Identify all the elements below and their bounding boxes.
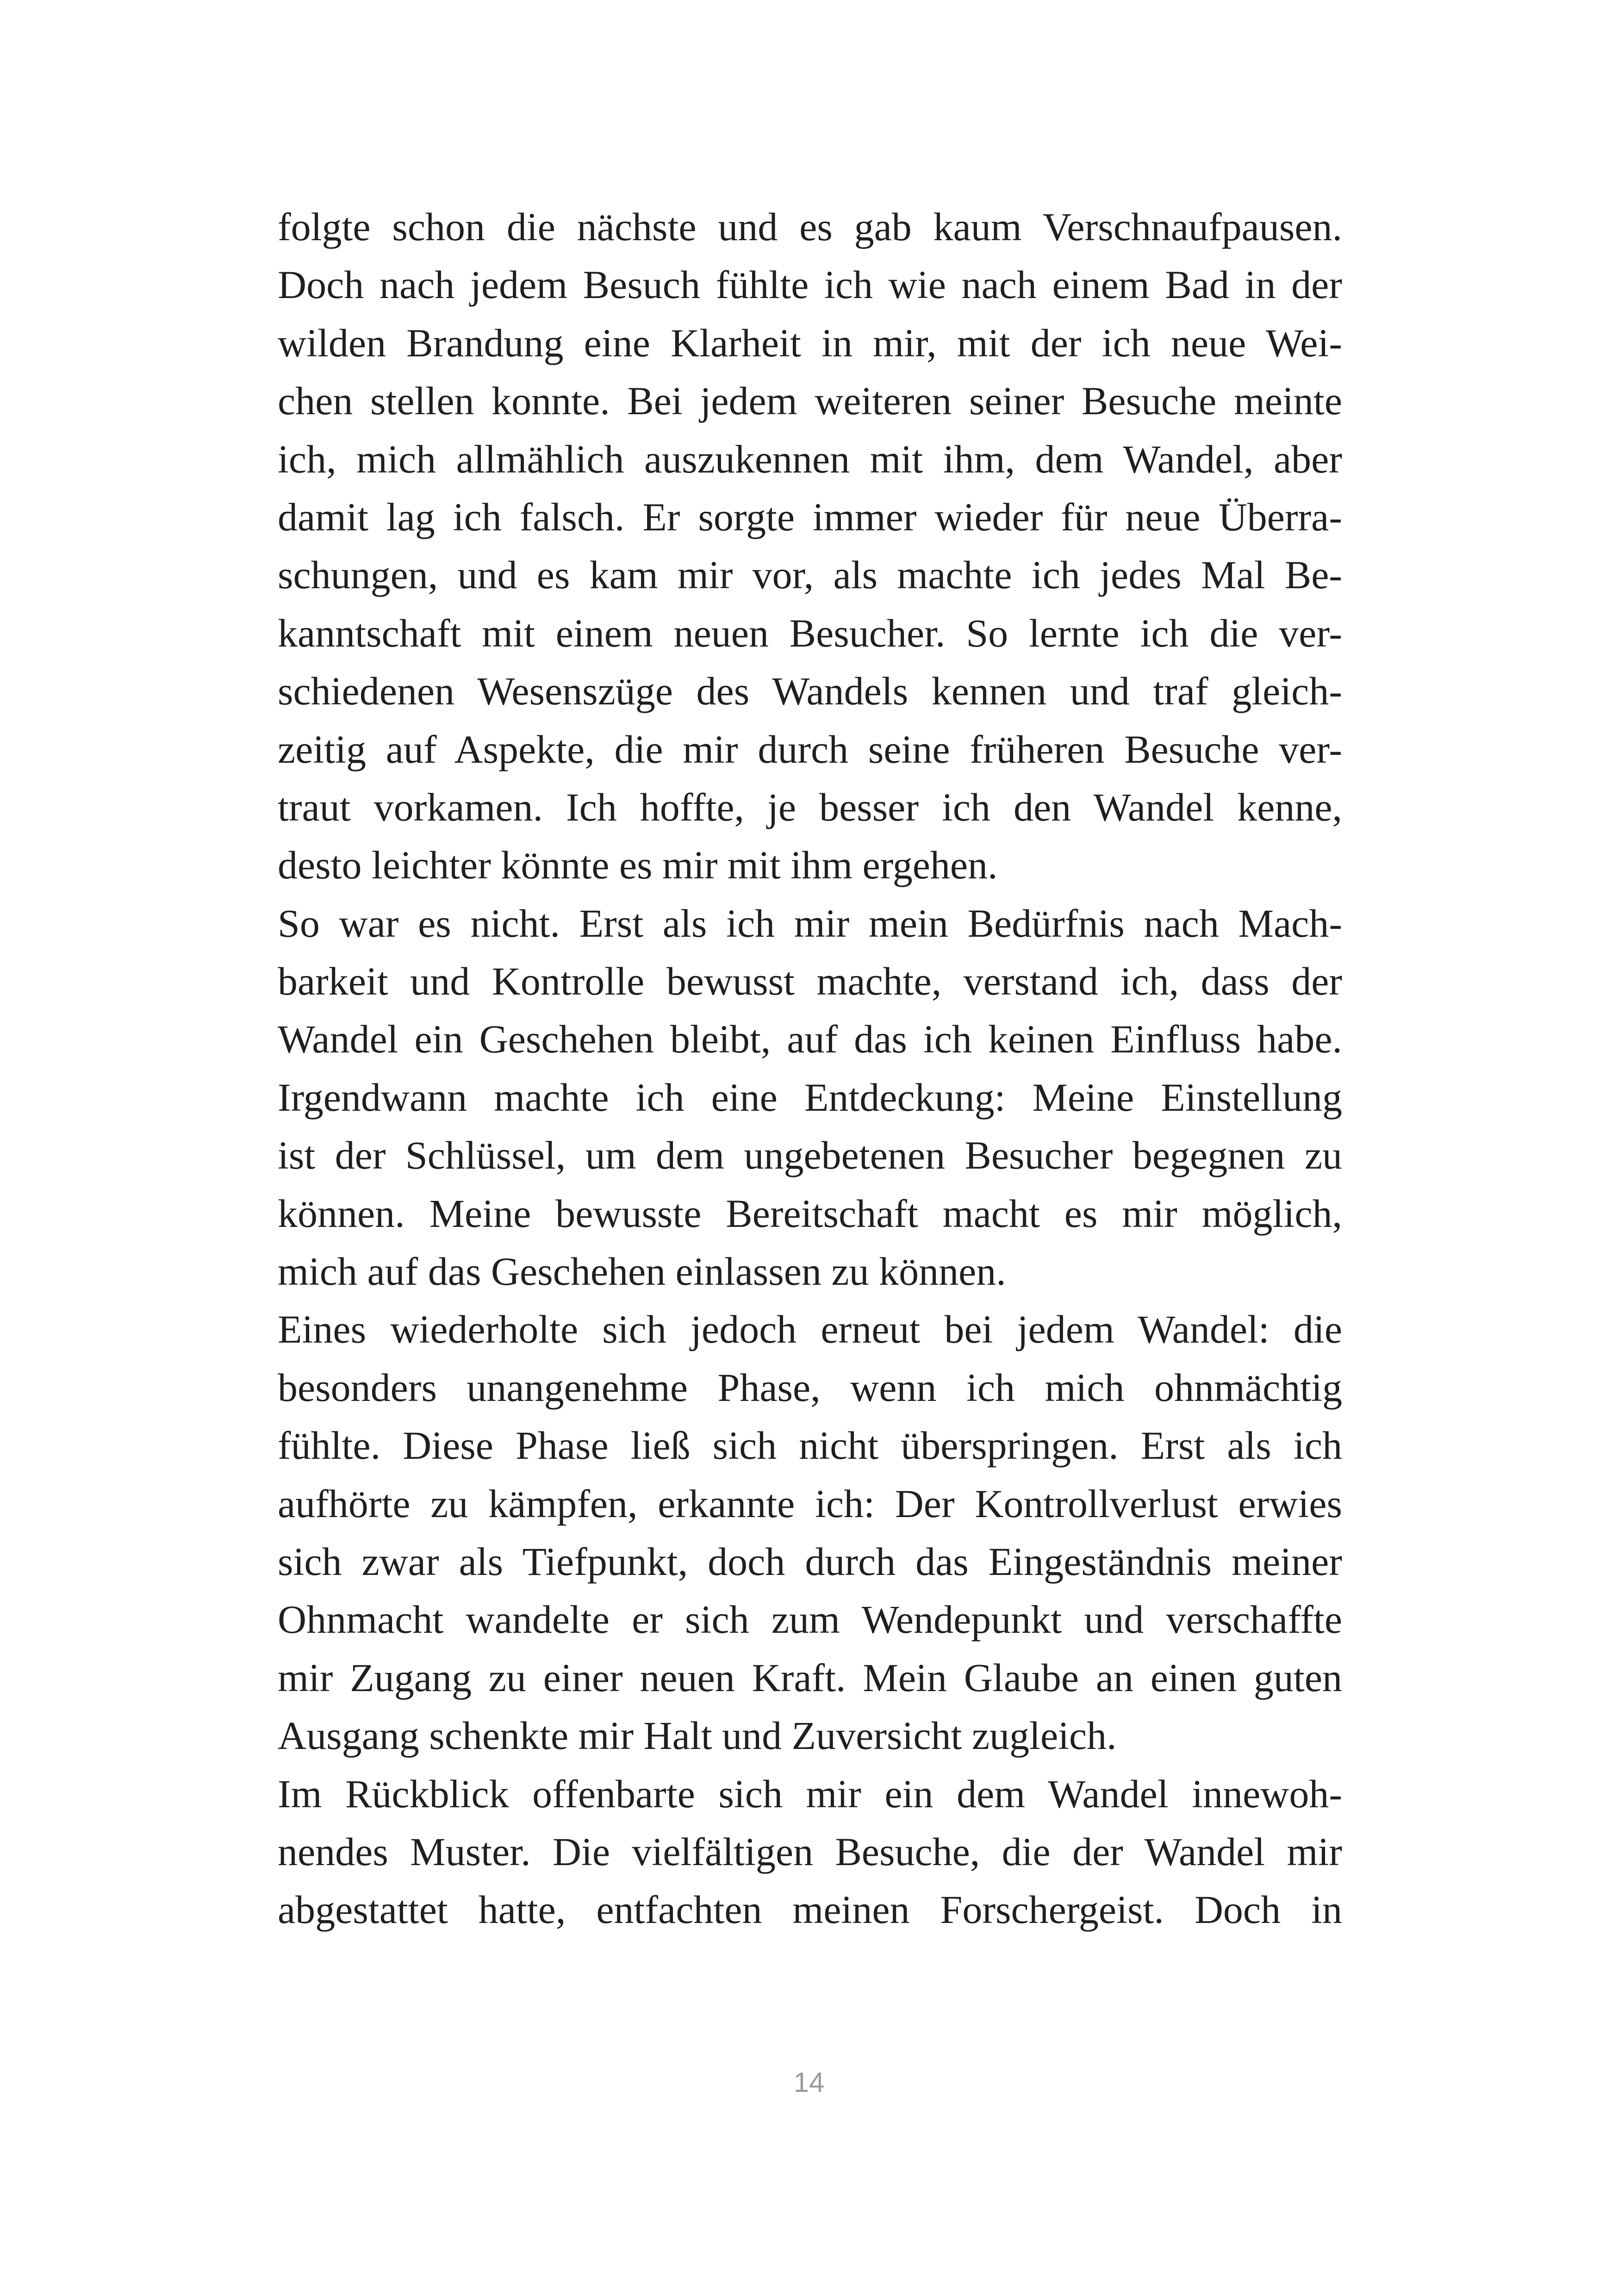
text-line: Doch nach jedem Besuch fühlte ich wie nach einem Bad in der (278, 262, 1342, 307)
text-line: schiedenen Wesenszüge des Wandels kennen und traf gleich- (278, 669, 1342, 714)
text-line: So war es nicht. Erst als ich mir mein Bedürfnis nach Mach- (278, 901, 1342, 946)
text-line: Im Rückblick offenbarte sich mir ein dem Wandel innewoh- (278, 1771, 1342, 1816)
text-line: wilden Brandung eine Klarheit in mir, mit der ich neue Wei- (278, 320, 1342, 365)
text-line: sich zwar als Tiefpunkt, doch durch das Eingeständnis meiner (278, 1539, 1342, 1584)
text-line: traut vorkamen. Ich hoffte, je besser ich den Wandel kenne, (278, 784, 1342, 829)
text-line: schungen, und es kam mir vor, als machte ich jedes Mal Be- (278, 553, 1342, 597)
text-line: barkeit und Kontrolle bewusst machte, verstand ich, dass der (278, 959, 1342, 1004)
text-line: ist der Schlüssel, um dem ungebetenen Besucher begegnen zu (278, 1133, 1342, 1178)
body-text (278, 198, 1342, 1939)
text-line: abgestattet hatte, entfachten meinen Forschergeist. Doch in (278, 1887, 1342, 1932)
text-line: Ohnmacht wandelte er sich zum Wendepunkt und verschaffte (278, 1597, 1342, 1642)
text-line-paragraph-end: desto leichter könnte es mir mit ihm ergehen. (278, 843, 998, 888)
page-number: 14 (793, 2067, 825, 2098)
text-line: Wandel ein Geschehen bleibt, auf das ich keinen Einfluss habe. (278, 1017, 1342, 1062)
text-line: nendes Muster. Die vielfältigen Besuche, die der Wandel mir (278, 1829, 1342, 1874)
text-line: zeitig auf Aspekte, die mir durch seine früheren Besuche ver- (278, 727, 1342, 772)
text-line: aufhörte zu kämpfen, erkannte ich: Der Kontrollverlust erwies (278, 1481, 1342, 1526)
text-line: Eines wiederholte sich jedoch erneut bei jedem Wandel: die (278, 1307, 1342, 1352)
text-line: besonders unangenehme Phase, wenn ich mich ohnmächtig (278, 1365, 1342, 1410)
text-line: ich, mich allmählich auszukennen mit ihm, dem Wandel, aber (278, 436, 1342, 481)
text-line-paragraph-end: mich auf das Geschehen einlassen zu können. (278, 1249, 1006, 1294)
text-line: Irgendwann machte ich eine Entdeckung: Meine Einstellung (278, 1075, 1342, 1120)
text-line: damit lag ich falsch. Er sorgte immer wieder für neue Überra- (278, 494, 1342, 539)
text-line: können. Meine bewusste Bereitschaft macht es mir möglich, (278, 1191, 1342, 1236)
text-line: mir Zugang zu einer neuen Kraft. Mein Glaube an einen guten (278, 1655, 1342, 1700)
text-line: chen stellen konnte. Bei jedem weiteren seiner Besuche meinte (278, 379, 1342, 423)
text-line: folgte schon die nächste und es gab kaum Verschnaufpausen. (278, 205, 1342, 249)
text-line: kanntschaft mit einem neuen Besucher. So lernte ich die ver- (278, 610, 1342, 655)
text-line-paragraph-end: Ausgang schenkte mir Halt und Zuversicht zugleich. (278, 1713, 1117, 1758)
text-line: fühlte. Diese Phase ließ sich nicht überspringen. Erst als ich (278, 1423, 1342, 1468)
